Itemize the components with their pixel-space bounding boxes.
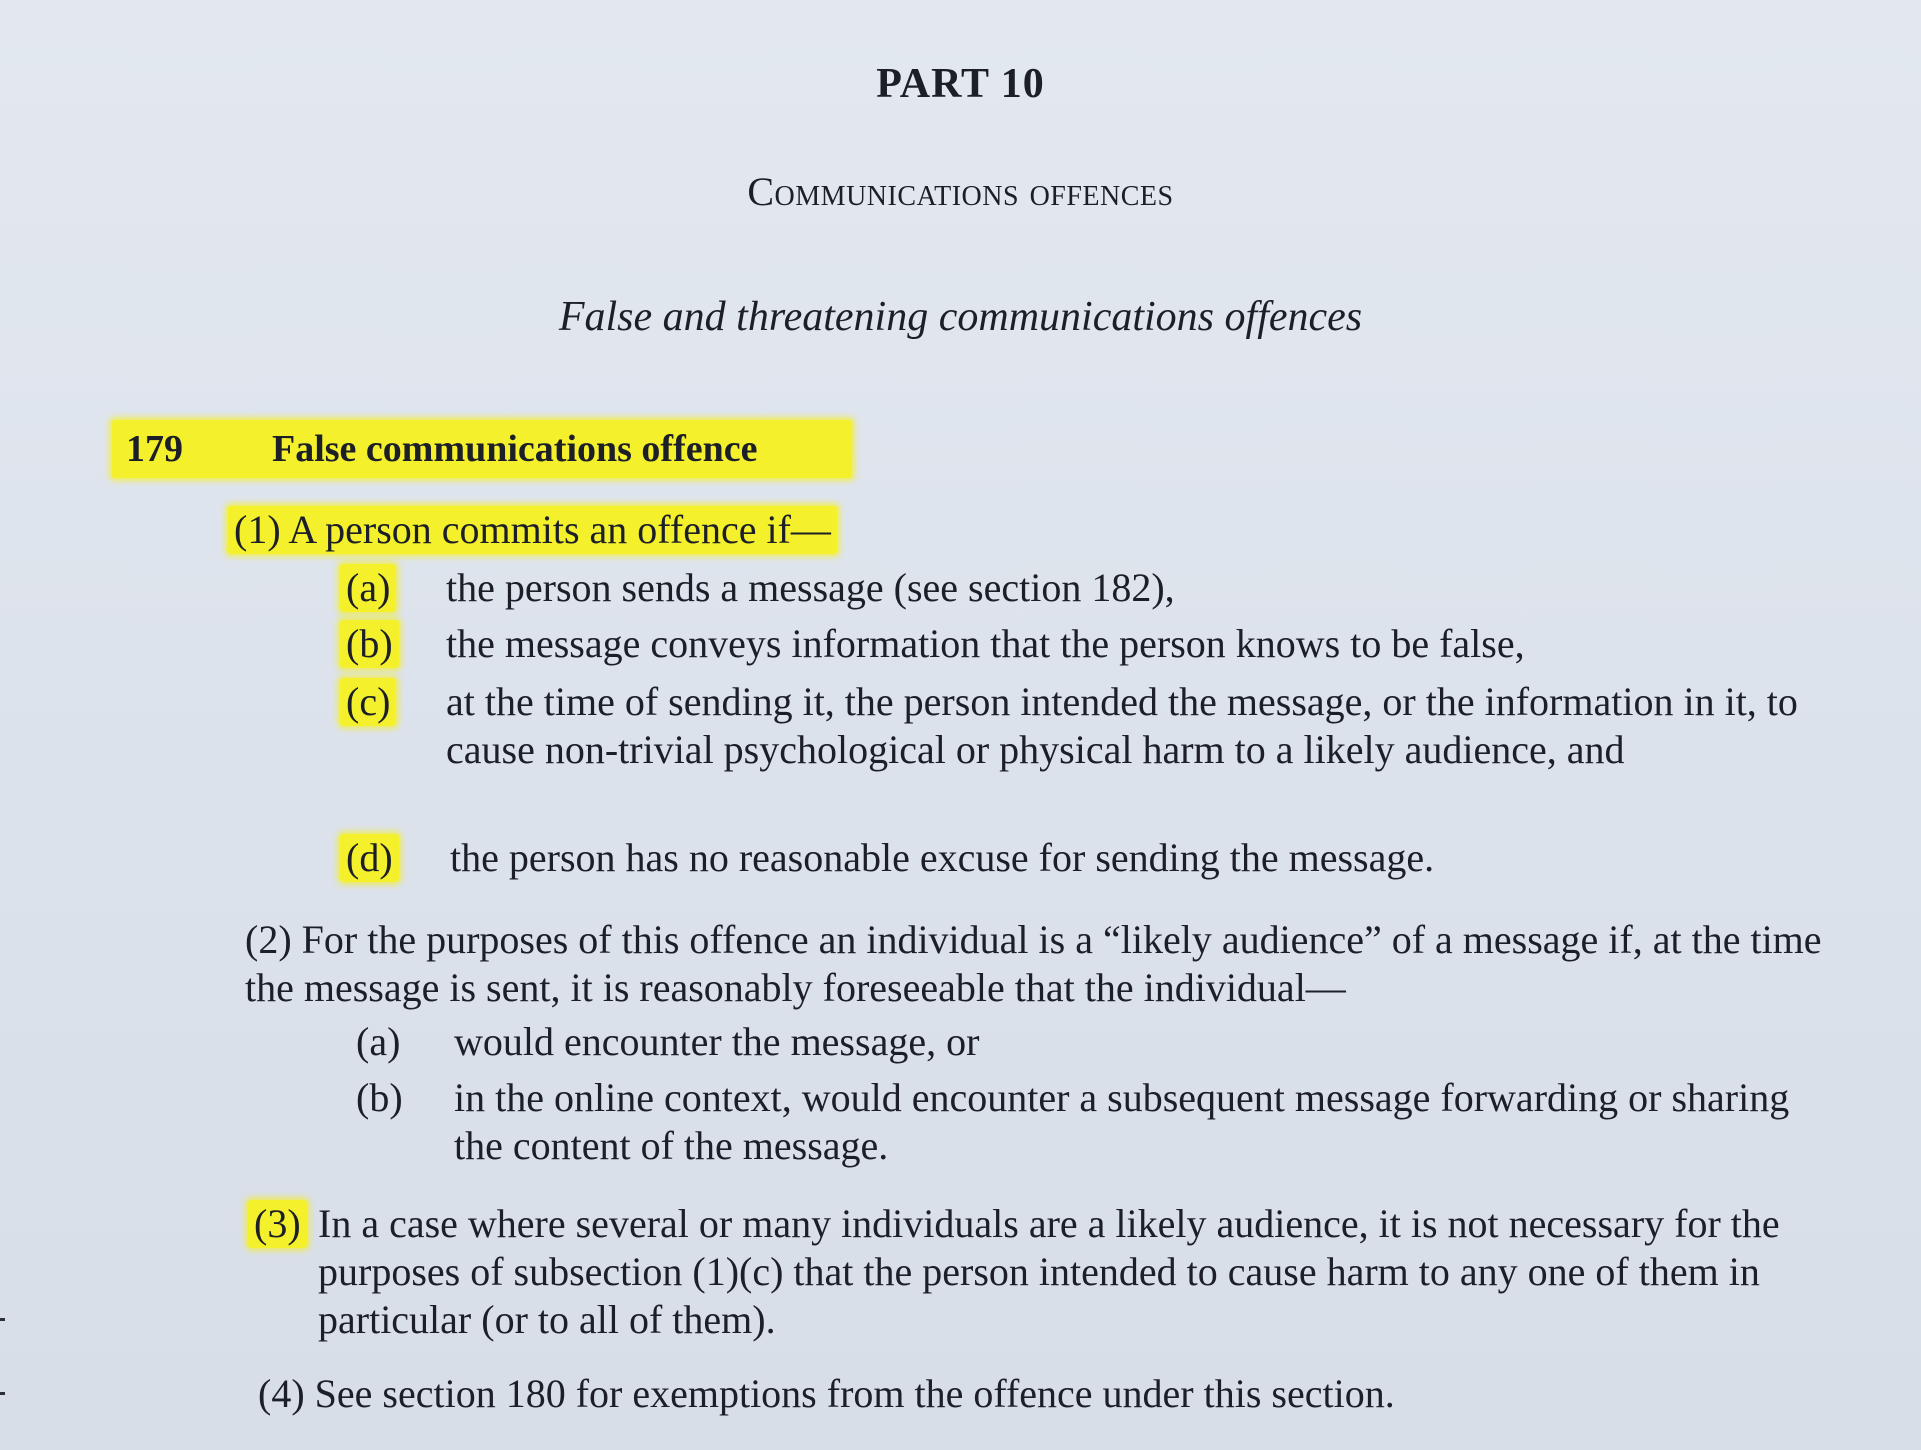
para-2b-label: (b) <box>356 1075 403 1120</box>
para-1c-label: (c) <box>340 678 396 726</box>
para-1d-label: (d) <box>340 834 399 882</box>
subsection-3-label: (3) <box>248 1200 307 1248</box>
para-1a-label: (a) <box>340 564 396 612</box>
para-1d-text: the person has no reasonable excuse for sending the message. <box>450 835 1435 880</box>
para-1a-text: the person sends a message (see section 182), <box>446 565 1175 610</box>
para-1b-text: the message conveys information that the person knows to be false, <box>446 621 1525 666</box>
edge-tick <box>0 1318 5 1321</box>
edge-tick <box>0 1392 5 1395</box>
subsection-4-text: (4) See section 180 for exemptions from the offence under this section. <box>258 1371 1395 1416</box>
part-title: PART 10 <box>876 61 1045 107</box>
part-subtitle: Communications offences <box>747 169 1174 214</box>
crossheading: False and threatening communications offences <box>558 294 1363 340</box>
para-2a-text: would encounter the message, or <box>454 1019 980 1064</box>
para-2b-text: in the online context, would encounter a subsequent message forwarding or sharing the content of the message. <box>454 1075 1790 1168</box>
section-number: 179 <box>126 428 183 470</box>
para-1c-text: at the time of sending it, the person intended the message, or the information in it, to cause non-trivial psychological or physical harm to a likely audience, and <box>446 679 1798 772</box>
subsection-3-text: In a case where several or many individuals are a likely audience, it is not necessary for the purposes of subsection (1)(c) that the person intended to cause harm to any one of them in particular (or to all of them). <box>318 1201 1780 1342</box>
para-2a-label: (a) <box>356 1019 401 1064</box>
para-1b-label: (b) <box>340 620 399 668</box>
subsection-1-lead: (1) A person commits an offence if— <box>228 506 837 554</box>
subsection-2-lead: (2) For the purposes of this offence an individual is a “likely audience” of a message if, at the time the message is sent, it is reasonably foreseeable that the individual— <box>245 917 1822 1010</box>
section-heading <box>112 420 852 478</box>
section-title: False communications offence <box>272 428 758 470</box>
